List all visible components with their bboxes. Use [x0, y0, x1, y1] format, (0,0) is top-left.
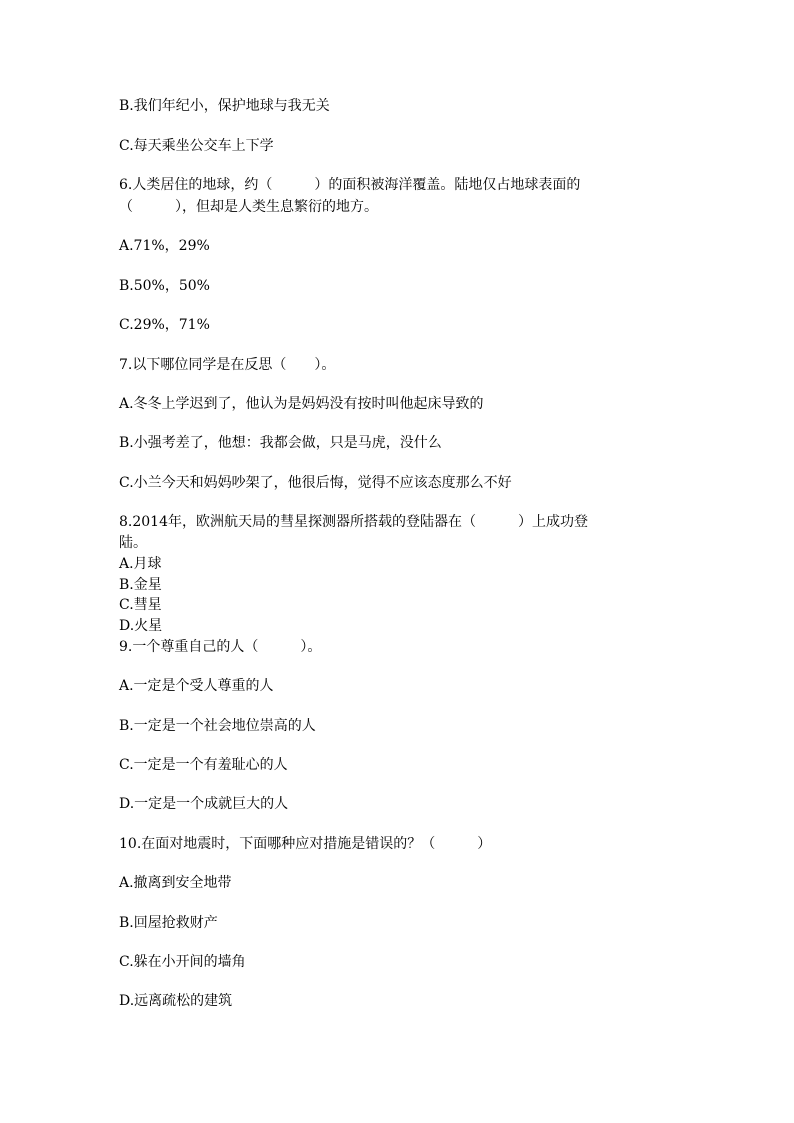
q8-question-line-2: 陆。 — [119, 535, 147, 551]
q7-question: 7.以下哪位同学是在反思（ ）。 — [119, 357, 336, 373]
q7-option-b: B.小强考差了，他想：我都会做，只是马虎，没什么 — [119, 435, 442, 451]
q6-question-line-2: （ ），但却是人类生息繁衍的地方。 — [119, 199, 378, 215]
q9-option-c: C.一定是一个有羞耻心的人 — [119, 757, 288, 773]
q6-option-c: C.29%，71% — [119, 317, 210, 333]
q10-option-d: D.远离疏松的建筑 — [119, 993, 233, 1009]
q5-option-b: B.我们年纪小，保护地球与我无关 — [119, 98, 330, 114]
q10-option-c: C.躲在小开间的墙角 — [119, 954, 246, 970]
q8-option-d: D.火星 — [119, 618, 163, 634]
q6-option-a: A.71%，29% — [119, 238, 210, 254]
q7-option-c: C.小兰今天和妈妈吵架了，他很后悔，觉得不应该态度那么不好 — [119, 475, 512, 491]
q7-option-a: A.冬冬上学迟到了，他认为是妈妈没有按时叫他起床导致的 — [119, 396, 484, 412]
q9-option-d: D.一定是一个成就巨大的人 — [119, 796, 289, 812]
q6-option-b: B.50%，50% — [119, 278, 210, 294]
q10-option-a: A.撤离到安全地带 — [119, 875, 232, 891]
q8-question-line-1: 8.2014年，欧洲航天局的彗星探测器所搭载的登陆器在（ ）上成功登 — [119, 514, 588, 530]
q9-option-a: A.一定是个受人尊重的人 — [119, 678, 274, 694]
q9-option-b: B.一定是一个社会地位崇高的人 — [119, 718, 316, 734]
q8-option-a: A.月球 — [119, 556, 162, 572]
q8-option-b: B.金星 — [119, 577, 162, 593]
q10-question: 10.在面对地震时，下面哪种应对措施是错误的？（ ） — [119, 836, 492, 852]
q6-question-line-1: 6.人类居住的地球，约（ ）的面积被海洋覆盖。陆地仅占地球表面的 — [119, 177, 581, 193]
q9-question: 9.一个尊重自己的人（ ）。 — [119, 639, 322, 655]
q5-option-c: C.每天乘坐公交车上下学 — [119, 138, 274, 154]
q10-option-b: B.回屋抢救财产 — [119, 915, 218, 931]
q8-option-c: C.彗星 — [119, 597, 162, 613]
